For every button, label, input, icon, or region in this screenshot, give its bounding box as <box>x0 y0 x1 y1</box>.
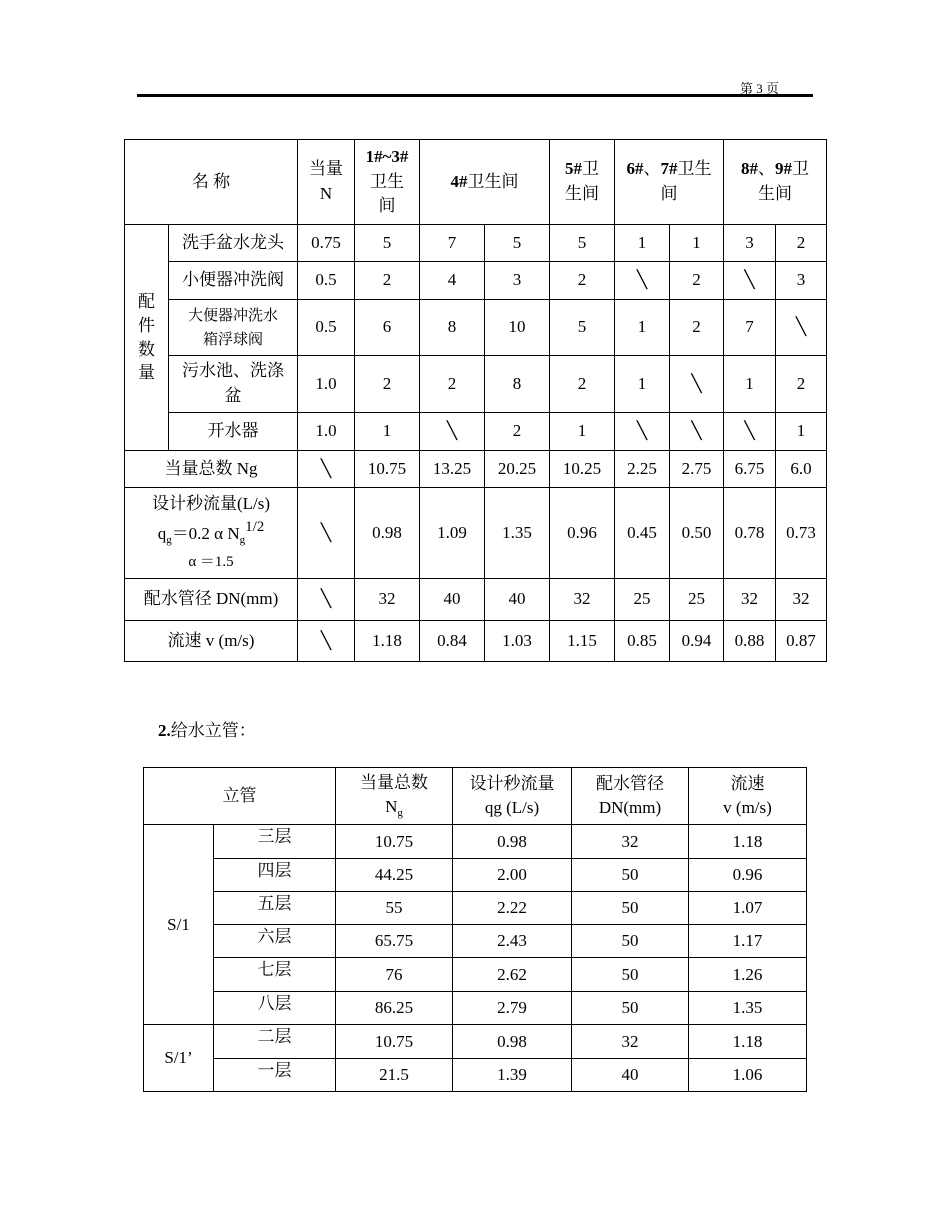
t2-row <box>144 859 807 892</box>
t2-ng: 55 <box>336 892 453 925</box>
t1-cell: ╲ <box>724 262 776 300</box>
t2-row <box>144 925 807 958</box>
t1-fixture-name: 开水器 <box>169 413 298 451</box>
t1-fixture-row <box>125 300 827 356</box>
t1-cell: 0.88 <box>724 621 776 662</box>
t1-cell: 1.03 <box>485 621 550 662</box>
t2-v: 1.07 <box>689 892 807 925</box>
t2-v: 1.06 <box>689 1059 807 1092</box>
t1-cell: 1 <box>724 356 776 413</box>
t2-level: 八层 <box>214 992 336 1025</box>
t1-cell: 6 <box>355 300 420 356</box>
t2-dn: 50 <box>572 859 689 892</box>
t2-qg: 2.43 <box>453 925 572 958</box>
t1-cell: 0.96 <box>550 488 615 579</box>
t1-fixture-name: 大便器冲洗水 箱浮球阀 <box>169 300 298 356</box>
t2-qg: 0.98 <box>453 1025 572 1059</box>
t2-row <box>144 992 807 1025</box>
t1-flow-n: ╲ <box>298 488 355 579</box>
t1-cell: 3 <box>776 262 827 300</box>
t2-header-pipe: 配水管径 DN(mm) <box>572 768 689 825</box>
t1-pipe-row <box>125 579 827 621</box>
t2-row <box>144 1025 807 1059</box>
t2-ng: 10.75 <box>336 1025 453 1059</box>
t1-cell: 1 <box>355 413 420 451</box>
t1-total-label: 当量总数 Ng <box>125 451 298 488</box>
t2-ng: 21.5 <box>336 1059 453 1092</box>
t2-qg: 2.22 <box>453 892 572 925</box>
t2-row <box>144 825 807 859</box>
t1-cell: 40 <box>485 579 550 621</box>
t1-pipe-n: ╲ <box>298 579 355 621</box>
t1-cell: 3 <box>485 262 550 300</box>
t1-cell: 1.15 <box>550 621 615 662</box>
t1-fixture-name: 小便器冲洗阀 <box>169 262 298 300</box>
t1-group-label: 配 件 数 量 <box>125 225 169 451</box>
t1-cell: 0.73 <box>776 488 827 579</box>
t1-cell: ╲ <box>670 413 724 451</box>
t1-cell: 25 <box>670 579 724 621</box>
fixture-flow-table <box>124 139 827 662</box>
t1-cell: 1 <box>615 356 670 413</box>
t1-fixture-n: 0.75 <box>298 225 355 262</box>
t1-cell: 0.84 <box>420 621 485 662</box>
t2-qg: 1.39 <box>453 1059 572 1092</box>
t1-fixture-name: 洗手盆水龙头 <box>169 225 298 262</box>
t1-cell: 1 <box>670 225 724 262</box>
t1-cell: 2 <box>550 356 615 413</box>
t1-cell: 8 <box>485 356 550 413</box>
t1-cell: 1.18 <box>355 621 420 662</box>
t1-cell: 0.50 <box>670 488 724 579</box>
t2-ng: 86.25 <box>336 992 453 1025</box>
t2-header-velocity: 流速 v (m/s) <box>689 768 807 825</box>
t1-cell: 32 <box>550 579 615 621</box>
t2-header-riser: 立管 <box>144 768 336 825</box>
t1-cell: 2.75 <box>670 451 724 488</box>
t1-header-bath8-9: 8#、9#卫 生间 <box>724 140 827 225</box>
t1-cell: 2 <box>485 413 550 451</box>
t1-fixture-row <box>125 356 827 413</box>
t1-cell: 4 <box>420 262 485 300</box>
t1-cell: 1 <box>615 225 670 262</box>
t1-cell: 2 <box>420 356 485 413</box>
t1-cell: 10.25 <box>550 451 615 488</box>
t1-velocity-row <box>125 621 827 662</box>
t1-flow-row <box>125 488 827 579</box>
t1-cell: ╲ <box>776 300 827 356</box>
t2-level: 四层 <box>214 859 336 892</box>
t1-cell: 20.25 <box>485 451 550 488</box>
t2-dn: 32 <box>572 1025 689 1059</box>
t1-cell: 3 <box>724 225 776 262</box>
t1-fixture-n: 1.0 <box>298 356 355 413</box>
t2-dn: 50 <box>572 958 689 992</box>
t2-dn: 50 <box>572 992 689 1025</box>
t1-cell: ╲ <box>670 356 724 413</box>
t2-ng: 76 <box>336 958 453 992</box>
t2-level: 七层 <box>214 958 336 992</box>
t1-cell: 7 <box>420 225 485 262</box>
t1-pipe-label: 配水管径 DN(mm) <box>125 579 298 621</box>
t1-cell: 2 <box>550 262 615 300</box>
t2-v: 0.96 <box>689 859 807 892</box>
t1-header-bath6-7: 6#、7#卫生 间 <box>615 140 724 225</box>
t1-cell: ╲ <box>615 413 670 451</box>
t1-cell: 13.25 <box>420 451 485 488</box>
t1-cell: 32 <box>355 579 420 621</box>
t1-velocity-label: 流速 v (m/s) <box>125 621 298 662</box>
t2-level: 五层 <box>214 892 336 925</box>
t1-cell: 5 <box>550 300 615 356</box>
t2-riser-label: S/1’ <box>144 1025 214 1092</box>
t1-header-bath5: 5#卫 生间 <box>550 140 615 225</box>
t1-header-bath4: 4#卫生间 <box>420 140 550 225</box>
header-rule <box>137 94 813 97</box>
t2-v: 1.26 <box>689 958 807 992</box>
t1-cell: 1 <box>550 413 615 451</box>
t2-level: 六层 <box>214 925 336 958</box>
t2-ng: 44.25 <box>336 859 453 892</box>
t1-fixture-n: 0.5 <box>298 300 355 356</box>
t2-level: 二层 <box>214 1025 336 1059</box>
page-number: 第 3 页 <box>740 81 780 96</box>
t1-cell: 10 <box>485 300 550 356</box>
t1-cell: 1.09 <box>420 488 485 579</box>
t1-cell: 0.85 <box>615 621 670 662</box>
t1-cell: 6.75 <box>724 451 776 488</box>
t1-cell: ╲ <box>724 413 776 451</box>
t2-dn: 50 <box>572 892 689 925</box>
riser-table <box>143 767 807 1092</box>
t1-cell: 1.35 <box>485 488 550 579</box>
t1-cell: 7 <box>724 300 776 356</box>
t1-total-n: ╲ <box>298 451 355 488</box>
t1-cell: 0.98 <box>355 488 420 579</box>
t2-dn: 32 <box>572 825 689 859</box>
t1-cell: 5 <box>355 225 420 262</box>
t2-dn: 40 <box>572 1059 689 1092</box>
t2-qg: 0.98 <box>453 825 572 859</box>
t1-cell: 6.0 <box>776 451 827 488</box>
t1-fixture-row <box>125 413 827 451</box>
t2-qg: 2.79 <box>453 992 572 1025</box>
t2-row <box>144 958 807 992</box>
t1-fixture-n: 1.0 <box>298 413 355 451</box>
t1-cell: 2.25 <box>615 451 670 488</box>
t1-header-bath1-3: 1#~3# 卫生 间 <box>355 140 420 225</box>
t1-header-equiv: 当量 N <box>298 140 355 225</box>
t1-cell: 2 <box>355 262 420 300</box>
t1-cell: 40 <box>420 579 485 621</box>
t1-cell: 0.94 <box>670 621 724 662</box>
t2-ng: 10.75 <box>336 825 453 859</box>
t1-cell: 2 <box>670 262 724 300</box>
t2-ng: 65.75 <box>336 925 453 958</box>
t2-qg: 2.62 <box>453 958 572 992</box>
t2-header-row <box>144 768 807 825</box>
t2-v: 1.35 <box>689 992 807 1025</box>
t1-cell: 2 <box>355 356 420 413</box>
t2-row <box>144 1059 807 1092</box>
t2-level: 一层 <box>214 1059 336 1092</box>
t2-riser-label: S/1 <box>144 825 214 1025</box>
t1-flow-label: 设计秒流量(L/s) $q_g=0.2$ α $N_g1/2$ α ＝1.5 <box>125 488 298 579</box>
t1-total-row <box>125 451 827 488</box>
t2-v: 1.17 <box>689 925 807 958</box>
section-heading: 2.给水立管： <box>158 721 256 740</box>
t1-fixture-n: 0.5 <box>298 262 355 300</box>
t1-header-row <box>125 140 827 225</box>
t1-cell: 2 <box>776 356 827 413</box>
t1-cell: 8 <box>420 300 485 356</box>
t2-v: 1.18 <box>689 825 807 859</box>
t1-cell: 25 <box>615 579 670 621</box>
t2-qg: 2.00 <box>453 859 572 892</box>
t1-cell: 10.75 <box>355 451 420 488</box>
t1-velocity-n: ╲ <box>298 621 355 662</box>
t1-cell: 32 <box>776 579 827 621</box>
t1-cell: ╲ <box>615 262 670 300</box>
t2-row <box>144 892 807 925</box>
t2-header-equiv: 当量总数 $N_g$ <box>336 768 453 825</box>
t1-cell: 5 <box>550 225 615 262</box>
t2-header-flow: 设计秒流量 qg (L/s) <box>453 768 572 825</box>
t1-cell: 5 <box>485 225 550 262</box>
t1-cell: 0.45 <box>615 488 670 579</box>
t1-cell: 0.78 <box>724 488 776 579</box>
t1-cell: 1 <box>615 300 670 356</box>
t1-cell: 0.87 <box>776 621 827 662</box>
t2-level: 三层 <box>214 825 336 859</box>
t1-cell: 2 <box>670 300 724 356</box>
t1-fixture-row <box>125 225 827 262</box>
t1-header-name: 名 称 <box>125 140 298 225</box>
t2-v: 1.18 <box>689 1025 807 1059</box>
t2-dn: 50 <box>572 925 689 958</box>
t1-cell: 32 <box>724 579 776 621</box>
t1-cell: ╲ <box>420 413 485 451</box>
t1-cell: 2 <box>776 225 827 262</box>
t1-fixture-name: 污水池、洗涤 盆 <box>169 356 298 413</box>
t1-cell: 1 <box>776 413 827 451</box>
t1-fixture-row <box>125 262 827 300</box>
